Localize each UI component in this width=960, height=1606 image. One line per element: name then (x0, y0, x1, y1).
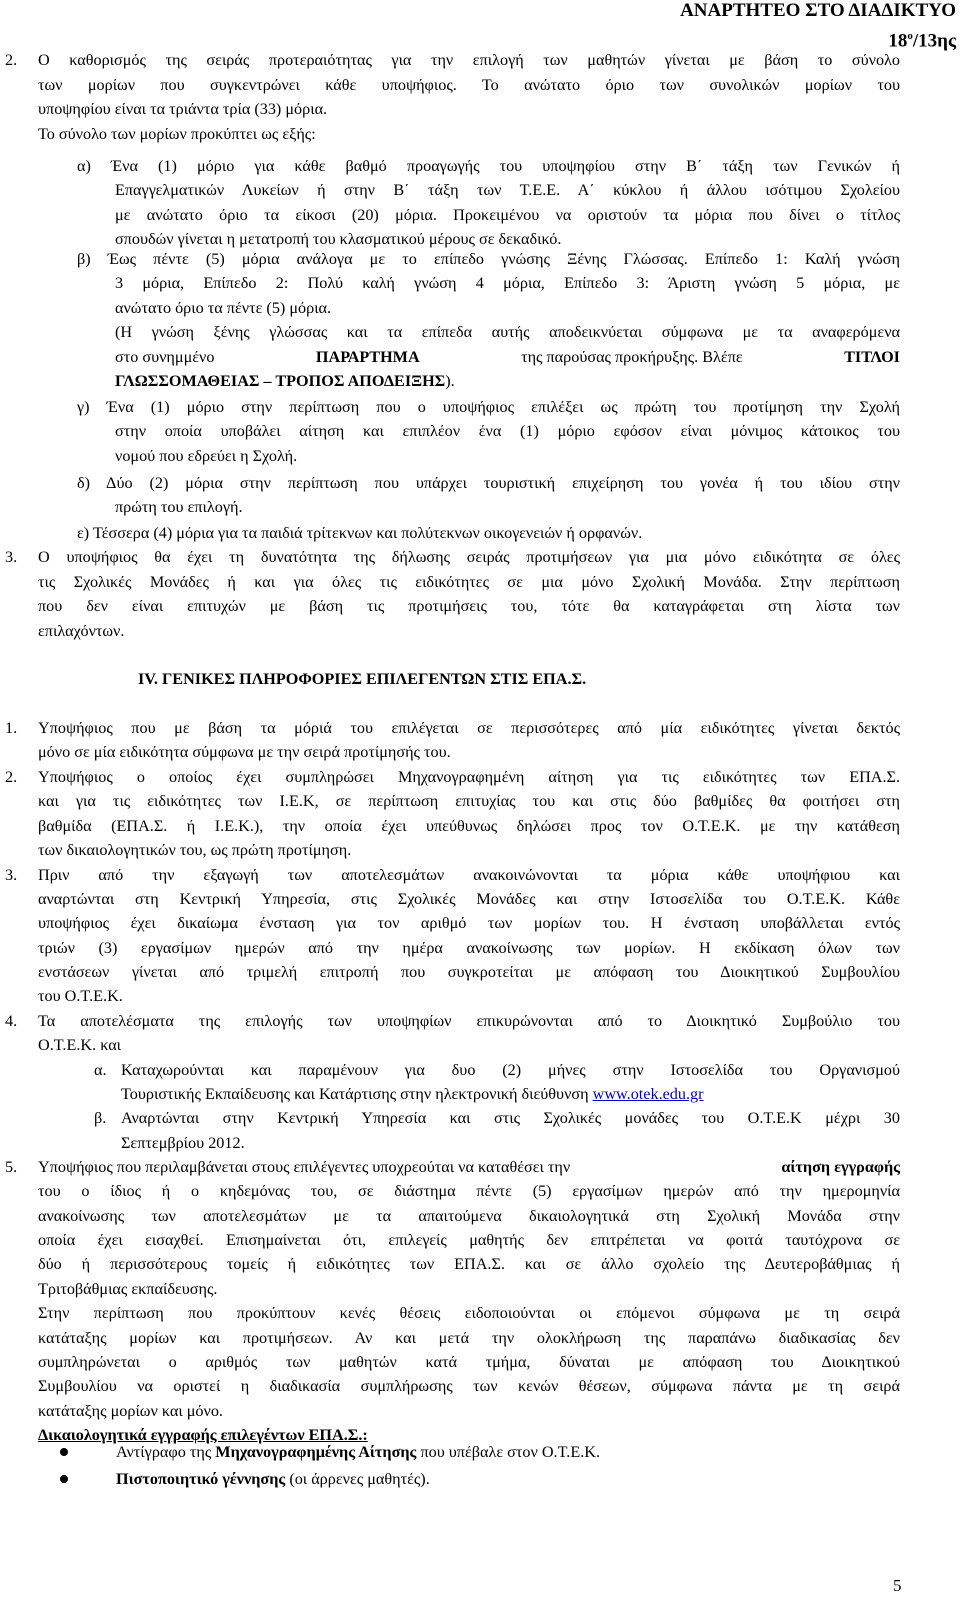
text-line: αναρτώνται στη Κεντρική Υπηρεσία, στις Σχολικές Μονάδες και στην Ιστοσελίδα του Ο.Τ.Ε.Κ. Κάθε (38, 890, 900, 908)
text-line: Πριν από την εξαγωγή των αποτελεσμάτων ανακοινώνονται τα μόρια κάθε υποψήφιου και (38, 866, 900, 884)
header-suffix: /13ης (912, 30, 956, 52)
annex-reference: ΠΑΡΑΡΤΗΜΑ (315, 348, 420, 366)
text-line: Αναρτώνται στην Κεντρική Υπηρεσία και στις Σχολικές μονάδες του Ο.Τ.Ε.Κ μέχρι 30 (121, 1109, 900, 1127)
page-number: 5 (893, 1576, 902, 1595)
text-line: Τριτοβάθμιας εκπαίδευσης. (38, 1280, 218, 1298)
text-line: πρώτη του επιλογή. (115, 498, 243, 516)
text-line: Ο.Τ.Ε.Κ. και (38, 1036, 122, 1054)
application-term: Μηχανογραφημένης Αίτησης (215, 1443, 417, 1461)
text-line: υποψήφιος έχει δικαίωμα ένσταση για τον αριθμό των μορίων του. Η ένσταση υποβάλλεται εντός (38, 914, 900, 932)
text-line: στην οποία υποβάλει αίτηση και επιπλέον ένα (1) μόριο εφόσον είναι μόνιμος κάτοικος του (115, 422, 900, 440)
text-line: ενστάσεων γίνεται από τριμελή επιτροπή που συγκροτείται με απόφαση του Διοικητικού Συμβουλίου (38, 963, 900, 981)
item-number: 3. (5, 866, 18, 884)
text-line: υποψηφίου είναι τα τριάντα τρία (33) μόρια. (38, 100, 328, 118)
text-line: του Ο.Τ.Ε.Κ. (38, 987, 123, 1005)
text-line: δ) Δύο (2) μόρια στην περίπτωση που υπάρχει τουριστική επιχείρηση του γονέα ή του ιδίου στην (77, 474, 900, 492)
text-line: δύο ή περισσότερους τομείς ή ειδικότητες των ΕΠΑ.Σ. και σε άλλο σχολείο της Δευτεροβάθμιας ή (38, 1255, 900, 1273)
bullet-icon (60, 1475, 68, 1483)
text-line: Καταχωρούνται και παραμένουν για δυο (2) μήνες στην Ιστοσελίδα του Οργανισμού (121, 1061, 900, 1079)
item-number: 5. (5, 1158, 18, 1176)
text-fragment: Αντίγραφο της (116, 1443, 212, 1461)
text-line: Υποψήφιος που με βάση τα μόριά του επιλέγεται σε περισσότερες από μία ειδικότητες γίνεται δεκτός (38, 719, 900, 737)
birth-certificate-term: Πιστοποιητικό γέννησης (116, 1470, 286, 1488)
text-line: Υποψήφιος ο οποίος έχει συμπληρώσει Μηχανογραφημένη αίτηση για τις ειδικότητες των ΕΠΑ.Σ. (38, 768, 900, 786)
header-line-1: ΑΝΑΡΤΗΤΕΟ ΣΤΟ ΔΙΑΔΙΚΤΥΟ (680, 0, 956, 21)
text-line: συμπληρώνεται ο αριθμός των μαθητών κατά τμήμα, δύναται με απόφαση του Διοικητικού (38, 1353, 900, 1371)
text-line: β) Έως πέντε (5) μόρια ανάλογα με το επίπεδο γνώσης Ξένης Γλώσσας. Επίπεδο 1: Καλή γνώση (77, 250, 900, 268)
sub-item-label: β. (94, 1109, 107, 1127)
text-line: νομού που εδρεύει η Σχολή. (115, 447, 298, 465)
text-line: και για τις ειδικότητες των Ι.Ε.Κ, σε περίπτωση επιτυχίας του και στις δύο βαθμίδες θα φοιτήσει στη (38, 792, 900, 810)
registration-application-term: αίτηση εγγραφής (781, 1158, 900, 1176)
header-number: 18 (888, 30, 908, 52)
sub-item-label: α. (94, 1061, 107, 1079)
text-line: τις Σχολικές Μονάδες ή και για όλες τις ειδικότητες σε μια μόνο Σχολική Μονάδα. Στην περίπτωση (38, 573, 900, 591)
bullet-icon (60, 1448, 68, 1456)
text-line: ανακοίνωσης των αποτελεσμάτων με τα απαιτούμενα δικαιολογητικά στη Σχολική Μονάδα στην (38, 1207, 900, 1225)
text-line (121, 1082, 704, 1106)
otek-website-link[interactable]: www.otek.edu.gr (592, 1085, 704, 1103)
text-line: τριών (3) εργασίμων ημερών από την ημέρα ανακοίνωσης των μορίων. Η εκδίκαση όλων των (38, 939, 900, 957)
text-line: κατάταξης μορίων και μόνο. (38, 1402, 223, 1420)
text-line: ανώτατο όριο τα πέντε (5) μόρια. (115, 299, 332, 317)
text-line: Το σύνολο των μορίων προκύπτει ως εξής: (38, 125, 316, 143)
documents-heading: Δικαιολογητικά εγγραφής επιλεγέντων ΕΠΑ.Σ.: (38, 1426, 368, 1444)
text-fragment: Τουριστικής Εκπαίδευσης και Κατάρτισης στην ηλεκτρονική διεύθυνση (121, 1085, 589, 1103)
text-line: του ο ίδιος ή ο κηδεμόνας του, σε διάστημα πέντε (5) εργασίμων ημερών από την ημερομηνία (38, 1182, 900, 1200)
text-line: επιλαχόντων. (38, 622, 125, 640)
text-line: 3 μόρια, Επίπεδο 2: Πολύ καλή γνώση 4 μόρια, Επίπεδο 3: Άριστη γνώση 5 μόρια, με (115, 274, 900, 292)
language-proof-reference: ΓΛΩΣΣΟΜΑΘΕΙΑΣ – ΤΡΟΠΟΣ ΑΠΟΔΕΙΞΗΣ (115, 372, 446, 390)
item-number: 1. (5, 719, 18, 737)
text-fragment: Υποψήφιος που περιλαμβάνεται στους επιλέγεντες υποχρεούται να καταθέσει την (38, 1158, 571, 1176)
text-line: κατάταξης μορίων και προτιμήσεων. Αν και μετά την ολοκλήρωση της παραπάνω διαδικασίας δεν (38, 1329, 900, 1347)
text-line: σπουδών γίνεται η μετατροπή του κλασματικού μέρους σε δεκαδικό. (115, 230, 562, 248)
text-line: Ο καθορισμός της σειράς προτεραιότητας για την επιλογή των μαθητών γίνεται με βάση το σύνολο (38, 51, 900, 69)
list-item (116, 1440, 600, 1464)
text-fragment: που υπέβαλε στον Ο.Τ.Ε.Κ. (420, 1443, 601, 1461)
text-line: Ο υποψήφιος θα έχει τη δυνατότητα της δήλωσης σειράς προτιμήσεων για μια μόνο ειδικότητα σε όλες (38, 548, 900, 566)
text-line: οποία έχει εισαχθεί. Επισημαίνεται ότι, επιλεγείς μαθητής δεν επιτρέπεται να φοιτά ταυτόχρονα σε (38, 1231, 900, 1249)
section-title: IV. ΓΕΝΙΚΕΣ ΠΛΗΡΟΦΟΡΙΕΣ ΕΠΙΛΕΓΕΝΤΩΝ ΣΤΙΣ ΕΠΑ.Σ. (138, 670, 587, 688)
text-fragment: της παρούσας προκήρυξης. Βλέπε (521, 348, 743, 366)
text-line: Συμβουλίου να οριστεί η διαδικασία συμπλήρωσης των κενών θέσεων, σύμφωνα πάντα με τη σειρά (38, 1377, 900, 1395)
text-line: Τα αποτελέσματα της επιλογής των υποψηφίων επικυρώνονται από το Διοικητικό Συμβούλιο του (38, 1012, 900, 1030)
text-line: βαθμίδα (ΕΠΑ.Σ. ή Ι.Ε.Κ.), την οποία έχει υπεύθυνως δηλώσει προς τον Ο.Τ.Ε.Κ. με την κατάθεση (38, 817, 900, 835)
item-number: 2. (5, 51, 18, 69)
text-line: με ανώτατο όριο τα είκοσι (20) μόρια. Προκειμένου να οριστούν τα μόρια που δίνει ο τίτλος (115, 206, 900, 224)
list-item (116, 1467, 430, 1491)
header-superscript: ο (907, 30, 913, 42)
text-line (115, 369, 455, 393)
text-line: των μορίων που συγκεντρώνει κάθε υποψήφιος. Το ανώτατο όριο των συνολικών μορίων του (38, 76, 900, 94)
text-line: Στην περίπτωση που προκύπτουν κενές θέσεις ειδοποιούνται οι επόμενοι σύμφωνα με τη σειρά (38, 1304, 900, 1322)
text-line: Σεπτεμβρίου 2012. (121, 1134, 245, 1152)
item-number: 4. (5, 1012, 18, 1030)
text-line: μόνο σε μία ειδικότητα σύμφωνα με την σειρά προτίμησής του. (38, 743, 451, 761)
text-fragment: ). (445, 372, 455, 390)
text-line (115, 345, 900, 369)
text-line: ε) Τέσσερα (4) μόρια για τα παιδιά τρίτεκνων και πολύτεκνων οικογενειών ή ορφανών. (77, 524, 643, 542)
item-number: 2. (5, 768, 18, 786)
text-fragment: (οι άρρενες μαθητές). (289, 1470, 430, 1488)
text-fragment: στο συνημμένο (115, 348, 215, 366)
text-line: α) Ένα (1) μόριο για κάθε βαθμό προαγωγής του υποψηφίου στην Β΄ τάξη των Γενικών ή (77, 157, 900, 175)
text-line: (Η γνώση ξένης γλώσσας και τα επίπεδα αυτής αποδεικνύεται σύμφωνα με τα αναφερόμενα (115, 323, 900, 341)
text-line: Επαγγελματικών Λυκείων ή στην Β΄ τάξη των Τ.Ε.Ε. Α΄ κύκλου ή άλλου ισότιμου Σχολείου (115, 181, 900, 199)
text-line: γ) Ένα (1) μόριο στην περίπτωση που ο υποψήφιος επιλέξει ως πρώτη του προτίμηση την Σχολή (77, 398, 900, 416)
text-line (38, 1155, 900, 1179)
titles-reference: ΤΙΤΛΟΙ (844, 348, 900, 366)
item-number: 3. (5, 548, 18, 566)
text-line: των δικαιολογητικών του, ως πρώτη προτίμηση. (38, 841, 352, 859)
text-line: που δεν είναι επιτυχών με βάση τις προτιμήσεις του, τότε θα καταγράφεται στη λίστα των (38, 597, 900, 615)
